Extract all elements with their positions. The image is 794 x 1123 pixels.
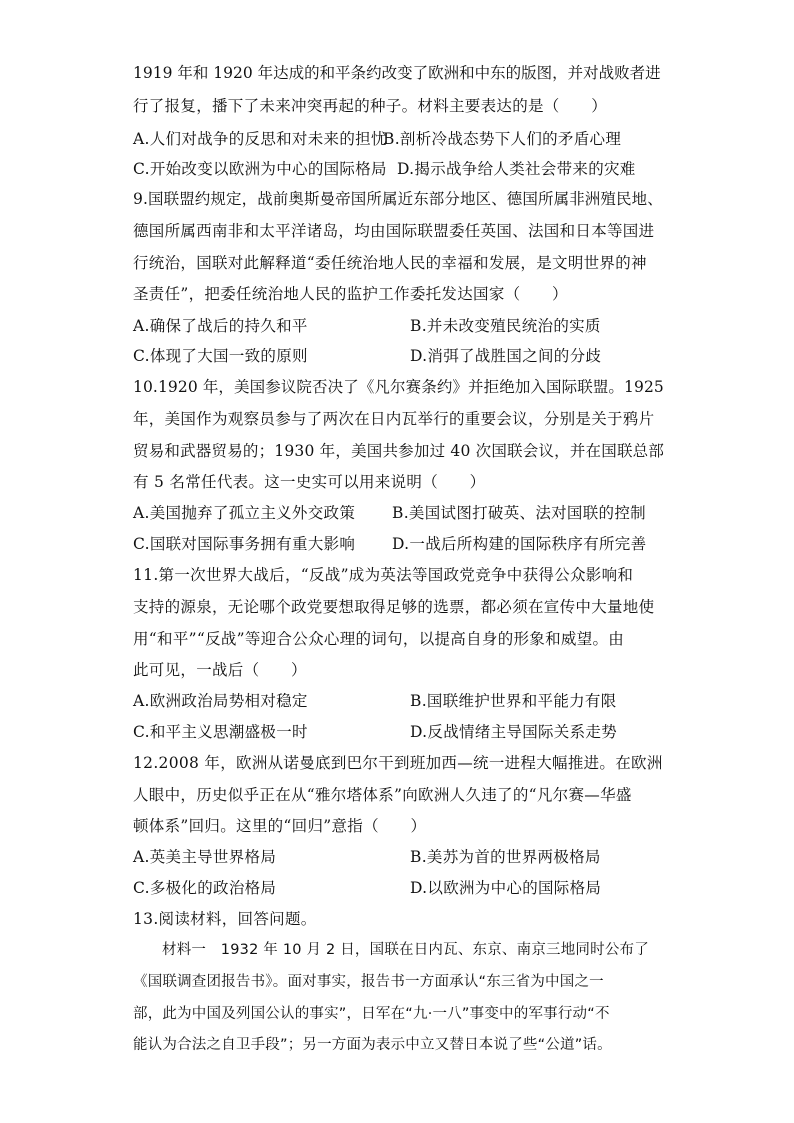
q9-option-c[interactable]: C.体现了大国一致的原则 — [133, 347, 308, 365]
q11-text-line-1: 11.第一次世界大战后，“反战”成为英法等国政党竞争中获得公众影响和 — [133, 566, 634, 584]
q11-option-d[interactable]: D.反战情绪主导国际关系走势 — [410, 723, 618, 741]
q8-option-a[interactable]: A.人们对战争的反思和对未来的担忧 — [133, 130, 387, 148]
q13-material-line-4: 能认为合法之自卫手段”；另一方面为表示中立又替日本说了些“公道”话。 — [133, 1037, 612, 1053]
q10-text-line-1: 10.1920 年，美国参议院否决了《凡尔赛条约》并拒绝加入国际联盟。1925 — [133, 378, 664, 396]
q10-text-line-3: 贸易和武器贸易的；1930 年，美国共参加过 40 次国联会议，并在国联总部 — [133, 442, 665, 460]
q12-text-line-1: 12.2008 年，欧洲从诺曼底到巴尔干到班加西—统一进程大幅推进。在欧洲 — [133, 754, 663, 772]
q12-option-a[interactable]: A.英美主导世界格局 — [133, 848, 277, 866]
q11-text-line-3: 用“和平”“反战”等迎合公众心理的词句，以提高自身的形象和威望。由 — [133, 630, 625, 648]
q10-text-line-4: 有 5 名常任代表。这一史实可以用来说明（ ） — [133, 473, 486, 491]
q10-option-b[interactable]: B.美国试图打破英、法对国联的控制 — [392, 504, 646, 522]
q12-text-line-3: 顿体系”回归。这里的“回归”意指（ ） — [133, 817, 427, 835]
q11-text-line-2: 支持的源泉，无论哪个政党要想取得足够的选票，都必须在宣传中大量地使 — [133, 598, 655, 616]
q12-option-c[interactable]: C.多极化的政治格局 — [133, 879, 277, 897]
q10-text-line-2: 年，美国作为观察员参与了两次在日内瓦举行的重要会议，分别是关于鸦片 — [133, 410, 655, 428]
q9-option-b[interactable]: B.并未改变殖民统治的实质 — [410, 317, 601, 335]
q8-option-b[interactable]: B.剖析冷战态势下人们的矛盾心理 — [383, 130, 622, 148]
q9-option-d[interactable]: D.消弭了战胜国之间的分歧 — [410, 347, 602, 365]
q10-option-d[interactable]: D.一战后所构建的国际秩序有所完善 — [392, 535, 647, 553]
q9-text-line-3: 行统治，国联对此解释道“委任统治地人民的幸福和发展，是文明世界的神 — [133, 254, 647, 272]
q11-option-a[interactable]: A.欧洲政治局势相对稳定 — [133, 692, 308, 710]
q8-text-line-1: 1919 年和 1920 年达成的和平条约改变了欧洲和中东的版图，并对战败者进 — [133, 64, 661, 82]
q13-material-line-2: 《国联调查团报告书》。面对事实，报告书一方面承认“东三省为中国之一 — [133, 974, 604, 990]
q10-option-a[interactable]: A.美国抛弃了孤立主义外交政策 — [133, 504, 356, 522]
q11-option-b[interactable]: B.国联维护世界和平能力有限 — [410, 692, 617, 710]
q9-text-line-2: 德国所属西南非和太平洋诸岛，均由国际联盟委任英国、法国和日本等国进 — [133, 222, 655, 240]
q12-text-line-2: 人眼中，历史似乎正在从“雅尔塔体系”向欧洲人久违了的“凡尔赛—华盛 — [133, 786, 632, 804]
q13-title: 13.阅读材料，回答问题。 — [133, 910, 317, 928]
q12-option-d[interactable]: D.以欧洲为中心的国际格局 — [410, 879, 602, 897]
q13-material-line-3: 部，此为中国及列国公认的事实”，日军在“九·一八”事变中的军事行动“不 — [133, 1006, 610, 1022]
q8-option-c[interactable]: C.开始改变以欧洲为中心的国际格局 — [133, 160, 387, 178]
q8-text-line-2: 行了报复，播下了未来冲突再起的种子。材料主要表达的是（ ） — [133, 97, 608, 115]
q12-option-b[interactable]: B.美苏为首的世界两极格局 — [410, 848, 601, 866]
q8-option-d[interactable]: D.揭示战争给人类社会带来的灾难 — [397, 160, 636, 178]
q13-material-line-1: 材料一 1932 年 10 月 2 日，国联在日内瓦、东京、南京三地同时公布了 — [162, 942, 649, 958]
q9-text-line-1: 9.国联盟约规定，战前奥斯曼帝国所属近东部分地区、德国所属非洲殖民地、 — [133, 190, 663, 208]
q9-text-line-4: 圣责任”，把委任统治地人民的监护工作委托发达国家（ ） — [133, 285, 568, 303]
q9-option-a[interactable]: A.确保了战后的持久和平 — [133, 317, 308, 335]
q11-option-c[interactable]: C.和平主义思潮盛极一时 — [133, 723, 308, 741]
q11-text-line-4: 此可见，一战后（ ） — [133, 661, 307, 679]
q10-option-c[interactable]: C.国联对国际事务拥有重大影响 — [133, 535, 356, 553]
